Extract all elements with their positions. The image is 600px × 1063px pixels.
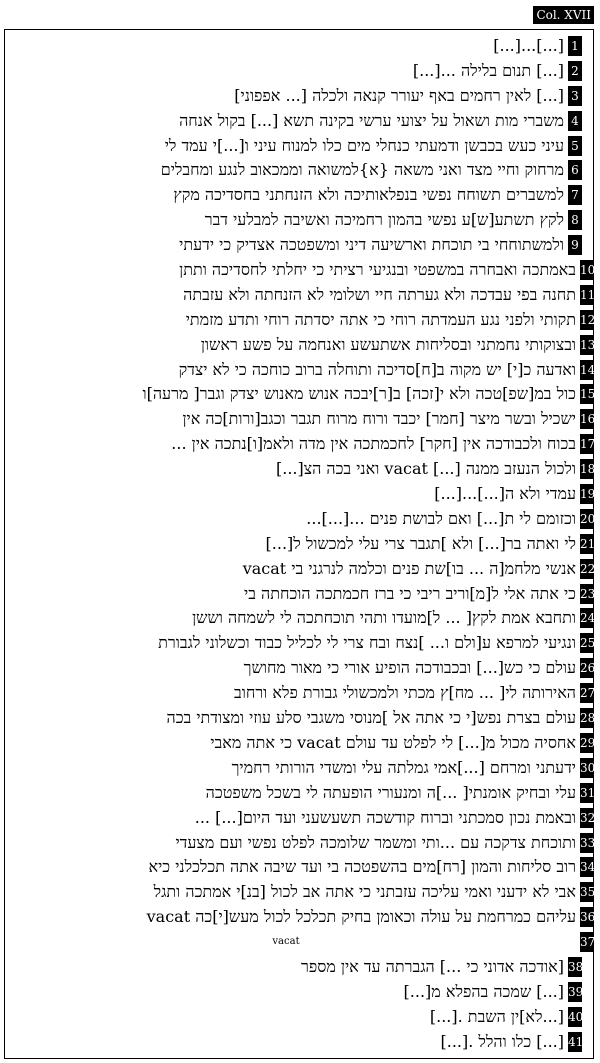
line-number: 1 [568,36,582,56]
line-number: 32 [580,808,594,828]
text-line [8,680,594,705]
text-line [8,1004,594,1029]
line-number: 40 [568,1007,582,1027]
line-number: 20 [580,509,594,529]
line-number: 23 [580,584,594,604]
line-text: עיני כעש בכבשן ודמעתי כנחלי מים כלו למנוח עיני ו[...]י עמד לי [164,135,564,155]
line-text: עולם בצרת נפש[י כי אתה אל ]מנוסי משגבי סלע עוזי ומצודתי בכה [166,708,576,728]
line-number: 29 [580,733,594,753]
line-text: [...לא]ין השבת .[...] [429,1006,564,1026]
line-number: 12 [580,310,594,330]
line-text: vacat [272,936,300,948]
line-number: 35 [580,882,594,902]
line-text: ידעתני ומרחם [...]אמי גמלתה עלי ומשדי ה‍ו‍רותי רחמיך [231,757,576,777]
line-text: אנשי מלחמ[ה ... בו]שת פנים וכלמה לנרגני בי vacat [242,558,576,578]
line-number: 5 [568,136,582,156]
line-number: 9 [568,235,582,255]
line-text: ולכול הנעזב ממנה [...] vacat ואני בכה הצ[...] [275,459,576,479]
line-number: 7 [568,185,582,205]
line-text: ותחבא אמת לקץ[ ... ל]מועדו ותהי תוכחתכה לי לשמחה וששן [192,608,576,628]
text-line [8,157,594,182]
line-text: לקץ תשתע[ש]ע נפשי בהמון רחמיכה ואשיבה למבלעי דבר [204,210,564,230]
text-line [8,979,594,1004]
line-text: רוב סליחות והמון [רח]מים בהשפטכה בי ועד שיבה אתה תכלכלני כיא [148,857,576,877]
text-line [8,481,594,506]
text-line [8,108,594,133]
line-text: ישכיל ובשר מיצר [חמר] יכבד ורוח מרוח תגבר וכגב[ורות]כה אין [182,409,576,429]
line-text: [...]...[...] [493,36,564,55]
text-line [8,182,594,207]
text-line [8,33,594,58]
text-line [8,605,594,630]
line-number: 14 [580,360,594,380]
text-line [8,232,594,257]
line-text: [...] לאין רחמים באף יעורר קנאה ולכלה [... אפפוני] [234,85,564,105]
text-line [8,406,594,431]
line-number: 39 [568,982,582,1002]
line-number: 37 [580,932,594,952]
line-text: עליהם כמרחמת על עולה וכאומן בחיק תכלכל לכול מעש[י]כה vacat [146,907,576,927]
line-number: 18 [580,459,594,479]
text-line [8,805,594,830]
line-number: 36 [580,907,594,927]
line-number: 13 [580,335,594,355]
text-line [8,207,594,232]
text-line [8,58,594,83]
line-text: עולם כי כש[...] ובכבודכה הופיע אורי כי מאור מחושך [243,658,576,678]
line-number: 22 [580,559,594,579]
line-number: 31 [580,783,594,803]
text-line [8,879,594,904]
text-line [8,307,594,332]
line-number: 19 [580,484,594,504]
line-text: ובאמת נכון סמכתני וברוח קודשכה תשעשעני ועד היום[...] ... [194,807,576,827]
text-line [8,630,594,655]
line-text: האירותה לי[ ... מח]ץ מכתי ולמכשולי גבורת פלא ורחוב [234,683,576,703]
line-text: ובצוקותי נחמתני ובסליחות אשתעשע ואנחמה על פשע ראשון [200,334,576,354]
line-number: 27 [580,683,594,703]
text-line [8,456,594,481]
text-line [8,257,594,282]
line-number: 2 [568,61,582,81]
line-text: עמדי ולא ה[...]...[...] [434,484,576,504]
line-text: עלי ובחיק אומנתי[ ...]ה ומנעורי הופעתה לי בשכל משפטכה [205,782,576,802]
line-number: 10 [580,260,594,280]
line-text: תחנה בפי עבדכה ולא גערתה חיי ושלומי לא הזנחתה ולא עזבתה [183,284,576,304]
text-line [8,730,594,755]
line-text: לי ואתה בר[...] ולא ]תגבר צרי עלי למכשול ל[...] [265,533,576,553]
text-line [8,431,594,456]
text-line [8,332,594,357]
line-text: [אודכה אדוני כי ...] הגברתה עד אין מספר [300,956,564,976]
line-list [8,33,594,1054]
line-text: [...] תנום בלילה ...[...] [412,60,564,80]
line-number: 6 [568,160,582,180]
line-text: כי אתה אלי ל[מ]ו‍ריב ריבי כי ברז חכמתכה הוכחתה בי [244,583,576,603]
line-text: ונגיעי למרפא ע[ולם ו... ]נצח ובח צרי לי לכליל כבוד וכשלוני לגבורת [158,633,576,653]
line-number: 8 [568,210,582,230]
line-text: אחסיה מכול מ[...] לי לפלט עד עולם vacat כי אתה מאבי [210,732,576,752]
line-text: [...] שמכה בהפלא מ[...] [403,981,564,1001]
text-line [8,506,594,531]
text-line [8,531,594,556]
text-line [8,854,594,879]
text-line [8,929,594,954]
text-line [8,705,594,730]
line-text: [...] כלו והלל .[...] [440,1031,564,1051]
text-line [8,1029,594,1054]
line-text: למשברים תשוחח נפשי בנפלאותיכה ולא הזנחתני בחסדיכה מקץ [173,185,564,205]
line-text: ואדעה כ[י] יש מקוה ב[ח]סדיכה ותוחלה ברוב כוחכה כי לא יצדק [178,359,576,379]
text-line [8,755,594,780]
text-line [8,381,594,406]
line-text: משברי מות ושאול על יצועי ערשי בקינה תשא [...] בקול אנחה [179,110,564,130]
line-number: 4 [568,111,582,131]
line-number: 3 [568,86,582,106]
line-number: 33 [580,833,594,853]
line-number: 28 [580,708,594,728]
line-number: 34 [580,857,594,877]
line-text: אבי לא ידעני ואמי עליכה עזבתני כי אתה אב לכול [בנ]י אמתכה ותגל [153,882,576,902]
line-text: תקותי ולפני נגע העמדתה רוחי כי אתה יסדתה רוחי ותדע מזמתי [185,309,576,329]
text-line [8,830,594,855]
line-number: 16 [580,409,594,429]
line-number: 11 [580,285,594,305]
line-text: וכזומם לי ת[...] ואם לבושת פנים ...[...]... [306,508,576,528]
line-number: 17 [580,434,594,454]
line-number: 26 [580,658,594,678]
line-text: ולמשתוחחי בי תוכחת וארשיעה דיני ומשפטכה אצדיק כי ידעתי [179,235,564,255]
line-number: 15 [580,384,594,404]
line-text: באמתכה ואבחרה במשפטי ובנגיעי רציתי כי יחלתי לחסדיכה ותתן [179,260,576,280]
text-line [8,357,594,382]
line-number: 41 [568,1032,582,1052]
text-line [8,904,594,929]
text-line [8,282,594,307]
line-text: מרחוק וחיי מצד ואני משאה {א}למשואה וממכאוב לנגע ומחבלים [160,160,564,180]
line-text: כול במ[שפ]טכה ולא י[זכה] ב[ר]יבכה אנוש מאנוש יצדק וגבר[ מרעה]ו [142,384,576,404]
line-number: 38 [568,957,582,977]
line-number: 24 [580,608,594,628]
text-line [8,556,594,581]
text-line [8,780,594,805]
line-text: בכוח ולכבודכה אין [חקר] לחכמתכה אין מדה ולאמ[ו]נתכה אין ... [171,434,576,454]
line-number: 25 [580,633,594,653]
text-line [8,655,594,680]
column-label: Col. XVII [533,6,594,24]
text-line [8,581,594,606]
text-line [8,83,594,108]
text-line [8,133,594,158]
line-text: ותוכחת צדקכה עם ...ותי ומשמר שלומכה לפלט נפשי ועם מצעדי [175,832,576,852]
text-line [8,954,594,979]
line-number: 21 [580,534,594,554]
line-number: 30 [580,758,594,778]
